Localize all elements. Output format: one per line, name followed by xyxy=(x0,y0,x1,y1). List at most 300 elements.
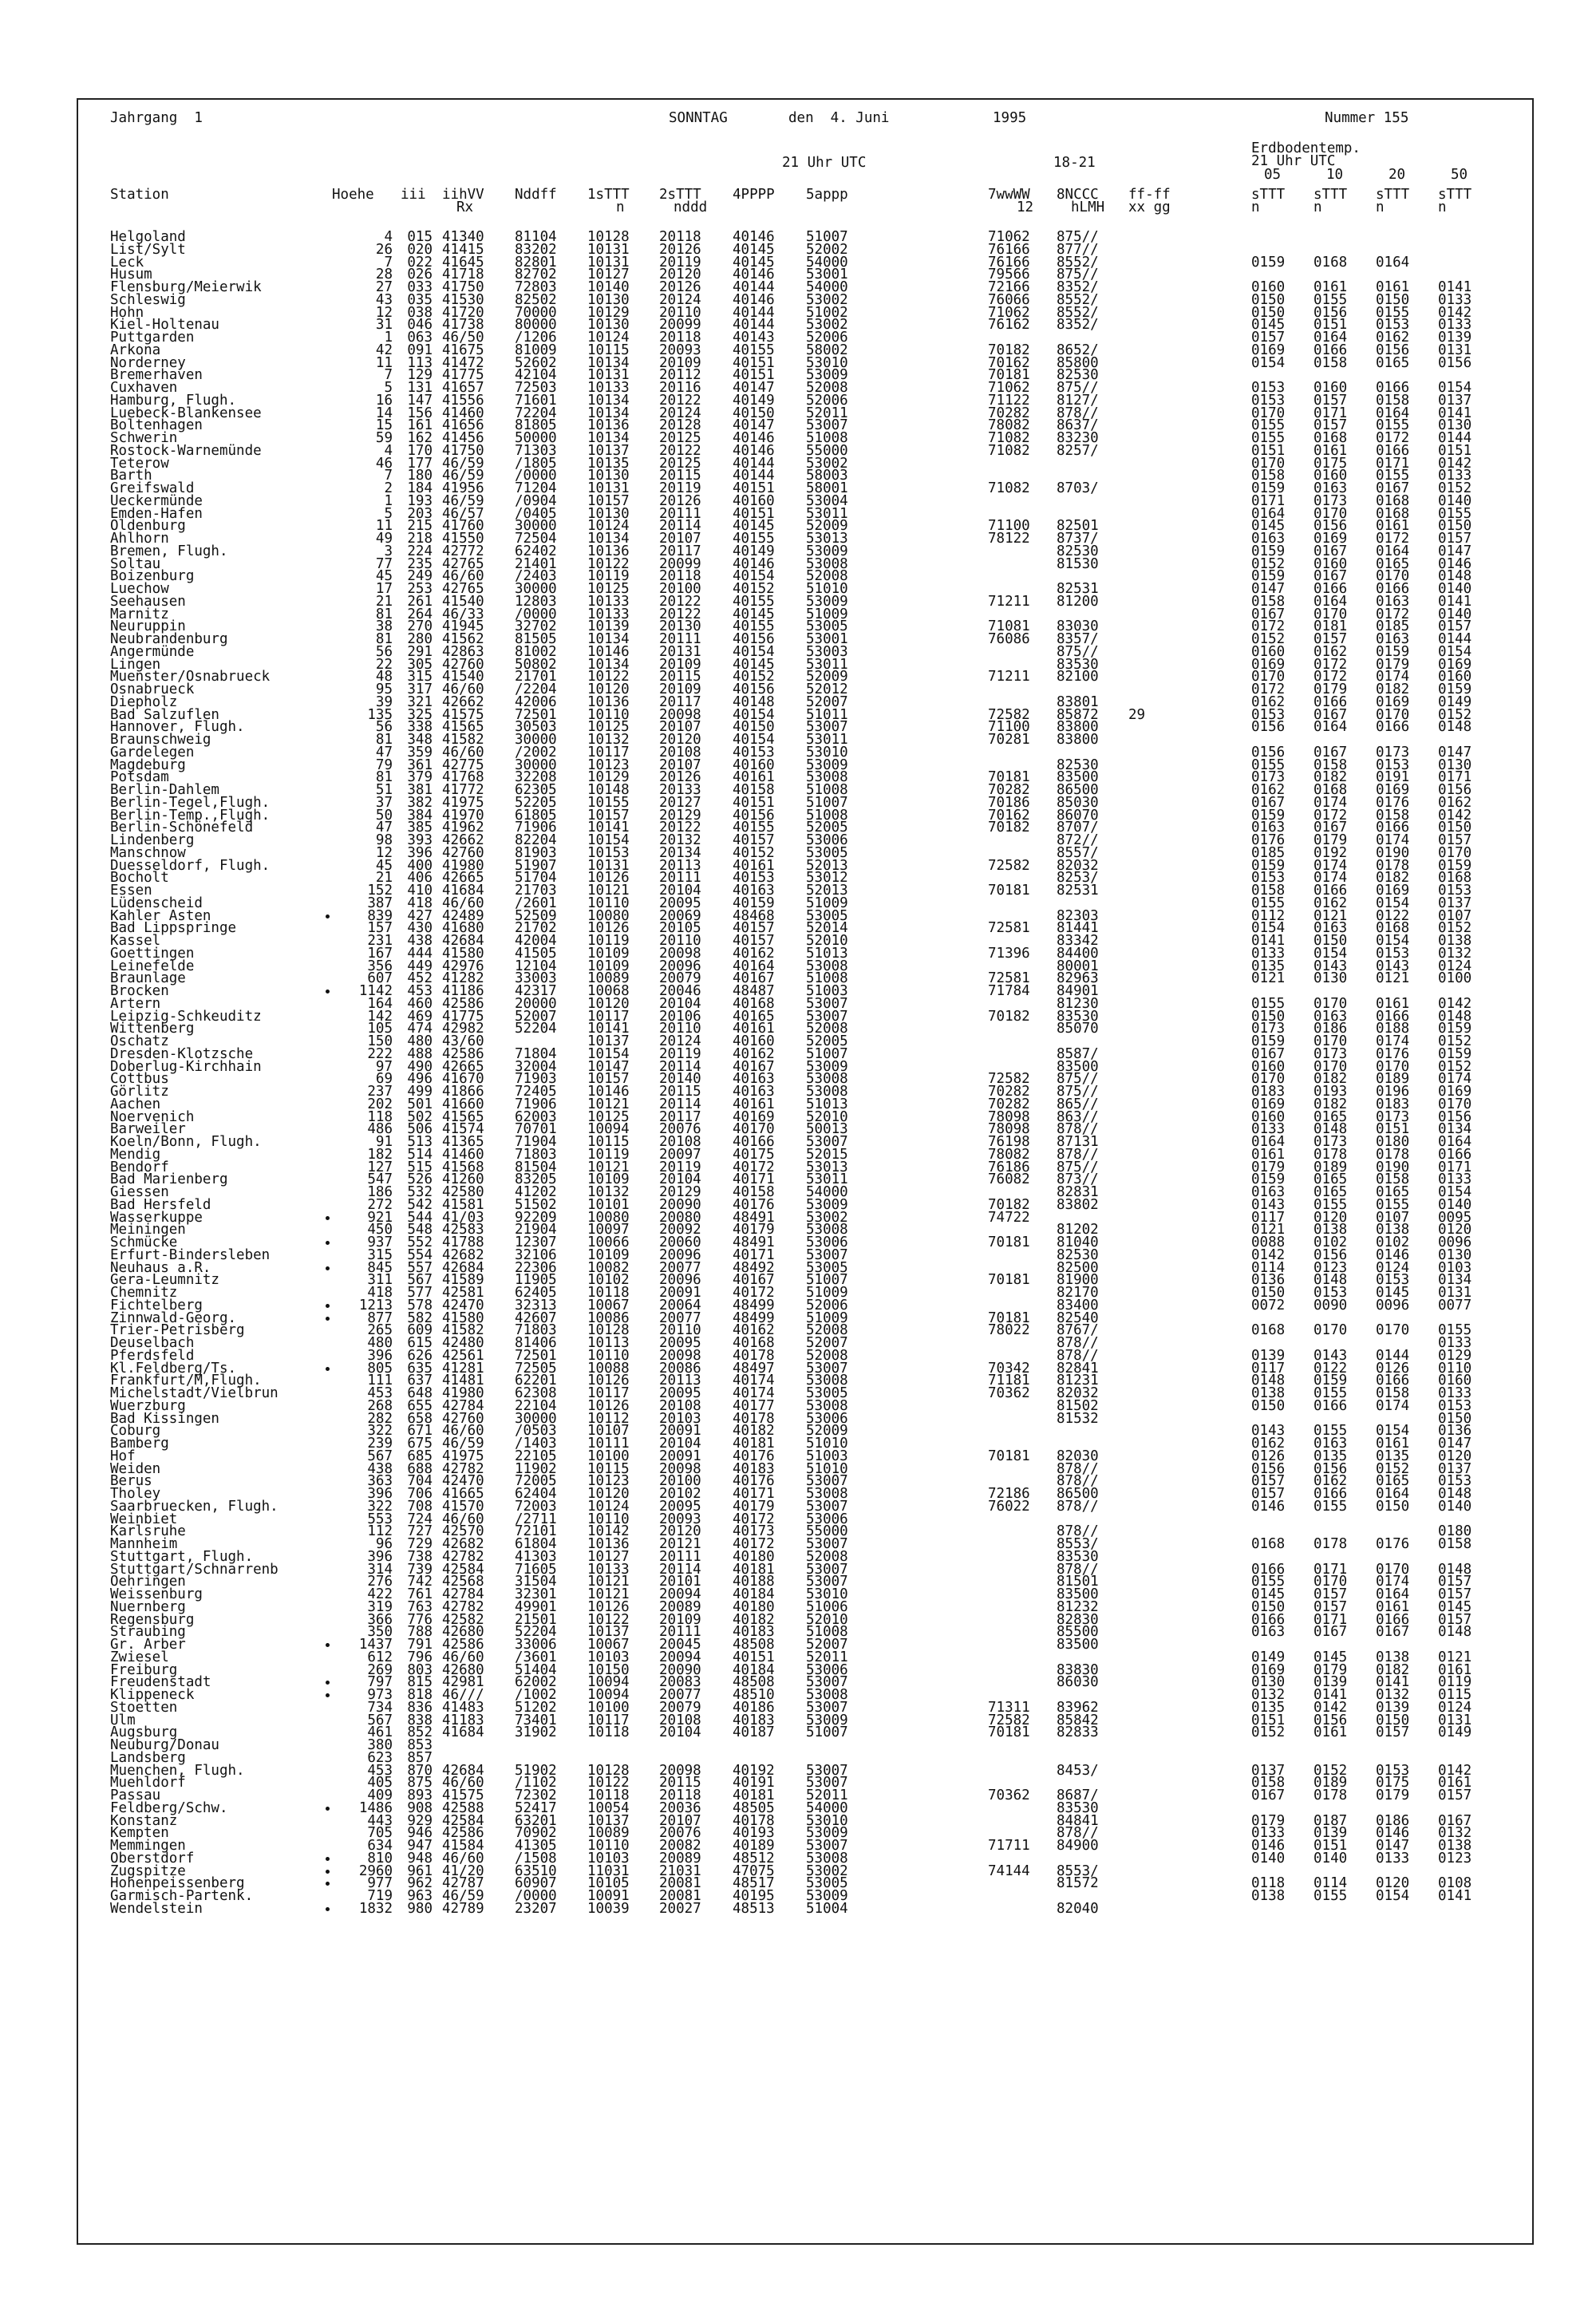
iihvv: 42662 xyxy=(442,693,484,710)
station-name: Deuselbach xyxy=(110,1335,195,1351)
nccc: 8552/ xyxy=(1057,304,1099,321)
pppp: 40167 xyxy=(733,1058,775,1075)
soil-05: 0166 xyxy=(1251,1611,1286,1628)
soil-20: 0169 xyxy=(1376,883,1410,899)
pppp: 40149 xyxy=(733,392,775,409)
soil-10: 0182 xyxy=(1314,1096,1348,1112)
soil-10: 0175 xyxy=(1314,455,1348,472)
nddff: /0000 xyxy=(515,1888,557,1904)
soil-50: 0144 xyxy=(1438,430,1472,446)
nccc: 82032 xyxy=(1057,1385,1099,1401)
soil-20: 0150 xyxy=(1376,1498,1410,1515)
mountain-station-marker xyxy=(326,1693,330,1697)
nccc: 85070 xyxy=(1057,1021,1099,1037)
soil-05: 0158 xyxy=(1251,593,1286,610)
wwww: 78022 xyxy=(988,1322,1030,1339)
station-name: Barweiler xyxy=(110,1121,186,1138)
iihvv: 42775 xyxy=(442,756,484,773)
hoehe: 97 xyxy=(375,1058,393,1075)
nccc: 83530 xyxy=(1057,1008,1099,1025)
soil-50: 0138 xyxy=(1438,933,1472,949)
soil-50: 0133 xyxy=(1438,1385,1472,1401)
iii: 567 xyxy=(407,1272,433,1289)
soil-05: 0155 xyxy=(1251,995,1286,1012)
hoehe: 237 xyxy=(367,1084,393,1100)
sttt2: 20120 xyxy=(659,732,701,748)
nddff: 32301 xyxy=(515,1586,557,1602)
sttt2: 20090 xyxy=(659,1196,701,1213)
iihvv: 41775 xyxy=(442,1008,484,1025)
iihvv: 42568 xyxy=(442,1574,484,1590)
soil-50: 0159 xyxy=(1438,1021,1472,1037)
nccc: 863// xyxy=(1057,1108,1099,1125)
appp: 53008 xyxy=(806,769,848,786)
pppp: 40162 xyxy=(733,1045,775,1062)
pppp: 40172 xyxy=(733,1536,775,1552)
sttt1: 10112 xyxy=(587,1410,630,1427)
nccc: 81572 xyxy=(1057,1875,1099,1892)
station-name: Wuerzburg xyxy=(110,1397,186,1414)
soil-20: 0141 xyxy=(1376,1674,1410,1691)
pppp: 40144 xyxy=(733,279,775,295)
sttt1: 10139 xyxy=(587,618,630,635)
soil-10: 0164 xyxy=(1314,719,1348,736)
appp: 51010 xyxy=(806,581,848,597)
pppp: 40168 xyxy=(733,1335,775,1351)
soil-50: 0149 xyxy=(1438,1724,1472,1741)
nccc: 875// xyxy=(1057,1084,1099,1100)
sttt2: 20111 xyxy=(659,1548,701,1565)
hoehe: 150 xyxy=(367,1033,393,1049)
sttt2: 20079 xyxy=(659,1699,701,1716)
iihvv: 41962 xyxy=(442,820,484,836)
pppp: 48491 xyxy=(733,1209,775,1226)
soil-50: 0133 xyxy=(1438,291,1472,308)
iii: 215 xyxy=(407,518,433,535)
soil-50: 0133 xyxy=(1438,317,1472,334)
iii: 513 xyxy=(407,1134,433,1150)
soil-10: 0166 xyxy=(1314,342,1348,358)
iihvv: 41365 xyxy=(442,1134,484,1150)
nddff: 30503 xyxy=(515,719,557,736)
pppp: 40151 xyxy=(733,794,775,811)
station-name: Bad Kissingen xyxy=(110,1410,219,1427)
hoehe: 7 xyxy=(384,367,393,384)
appp: 52008 xyxy=(806,1347,848,1364)
sttt2: 20098 xyxy=(659,1460,701,1477)
iihvv: 41582 xyxy=(442,1322,484,1339)
appp: 55000 xyxy=(806,442,848,459)
wwww: 70281 xyxy=(988,732,1030,748)
sttt2: 20083 xyxy=(659,1674,701,1691)
sttt1: 10155 xyxy=(587,794,630,811)
nddff: 51907 xyxy=(515,857,557,874)
hoehe: 356 xyxy=(367,958,393,974)
iihvv: 41772 xyxy=(442,782,484,798)
iihvv: 41718 xyxy=(442,267,484,283)
wwww: 70362 xyxy=(988,1385,1030,1401)
iihvv: 41589 xyxy=(442,1272,484,1289)
pppp: 40155 xyxy=(733,342,775,358)
soil-05: 0162 xyxy=(1251,693,1286,710)
soil-20: 0188 xyxy=(1376,1021,1410,1037)
soil-50: 0142 xyxy=(1438,455,1472,472)
soil-50: 0156 xyxy=(1438,1108,1472,1125)
pppp: 40151 xyxy=(733,505,775,522)
nccc: 83962 xyxy=(1057,1699,1099,1716)
hoehe: 567 xyxy=(367,1712,393,1728)
soil-10: 0172 xyxy=(1314,669,1348,685)
sttt1: 10140 xyxy=(587,279,630,295)
hoehe: 396 xyxy=(367,1347,393,1364)
hoehe: 14 xyxy=(375,405,393,421)
appp: 53006 xyxy=(806,1661,848,1678)
iihvv: 46/59 xyxy=(442,1888,484,1904)
col-header: 5appp xyxy=(806,187,848,203)
appp: 53007 xyxy=(806,1674,848,1691)
station-name: Lüdenscheid xyxy=(110,895,203,911)
nddff: 41505 xyxy=(515,945,557,962)
sttt1: 10146 xyxy=(587,643,630,660)
station-name: Tholey xyxy=(110,1486,161,1502)
sttt2: 20133 xyxy=(659,782,701,798)
nccc: 875// xyxy=(1057,1159,1099,1175)
soil-10: 0138 xyxy=(1314,1222,1348,1238)
appp: 53007 xyxy=(806,417,848,434)
nddff: 72003 xyxy=(515,1498,557,1515)
sttt2: 20077 xyxy=(659,1687,701,1703)
hoehe: 157 xyxy=(367,920,393,937)
appp: 53002 xyxy=(806,291,848,308)
iihvv: 41282 xyxy=(442,970,484,987)
sttt1: 10131 xyxy=(587,367,630,384)
hoehe: 272 xyxy=(367,1196,393,1213)
station-name: Cuxhaven xyxy=(110,380,178,396)
station-name: Oldenburg xyxy=(110,518,186,535)
iii: 552 xyxy=(407,1234,433,1250)
soil-20: 0183 xyxy=(1376,1096,1410,1112)
depth-20: 20 xyxy=(1389,167,1406,183)
wwww: 70162 xyxy=(988,354,1030,371)
hoehe: 734 xyxy=(367,1699,393,1716)
wwww: 71100 xyxy=(988,719,1030,736)
appp: 53007 xyxy=(806,1008,848,1025)
nccc: 87131 xyxy=(1057,1134,1099,1150)
sttt2: 20089 xyxy=(659,1850,701,1866)
sttt1: 10067 xyxy=(587,1637,630,1653)
iihvv: 46/59 xyxy=(442,492,484,509)
soil-20: 0179 xyxy=(1376,656,1410,673)
hoehe: 973 xyxy=(367,1687,393,1703)
sttt1: 10094 xyxy=(587,1121,630,1138)
sttt2: 20122 xyxy=(659,593,701,610)
nddff: 61804 xyxy=(515,1536,557,1552)
soil-20: 0151 xyxy=(1376,1121,1410,1138)
soil-05: 0146 xyxy=(1251,1498,1286,1515)
pppp: 40154 xyxy=(733,706,775,723)
nccc: 8127/ xyxy=(1057,392,1099,409)
soil-50: 0169 xyxy=(1438,656,1472,673)
iii: 022 xyxy=(407,254,433,271)
hoehe: 276 xyxy=(367,1574,393,1590)
sttt2: 20111 xyxy=(659,631,701,647)
sttt1: 10136 xyxy=(587,417,630,434)
sttt1: 10122 xyxy=(587,555,630,572)
wwww: 76166 xyxy=(988,241,1030,258)
soil-50: 0157 xyxy=(1438,531,1472,547)
nddff: 21701 xyxy=(515,669,557,685)
station-name: Bad Marienberg xyxy=(110,1171,228,1188)
soil-05: 0159 xyxy=(1251,480,1286,496)
soil-50: 0142 xyxy=(1438,304,1472,321)
soil-50: 0132 xyxy=(1438,945,1472,962)
iihvv: 42581 xyxy=(442,1285,484,1301)
hoehe: 1832 xyxy=(358,1900,393,1917)
station-name: Boltenhagen xyxy=(110,417,203,434)
iii: 480 xyxy=(407,1033,433,1049)
sttt2: 20118 xyxy=(659,1787,701,1803)
nddff: /0904 xyxy=(515,492,557,509)
appp: 58001 xyxy=(806,480,848,496)
soil-20: 0132 xyxy=(1376,1687,1410,1703)
nddff: 42607 xyxy=(515,1309,557,1326)
iii: 203 xyxy=(407,505,433,522)
nddff: 20000 xyxy=(515,995,557,1012)
station-name: Görlitz xyxy=(110,1084,169,1100)
soil-20: 0155 xyxy=(1376,417,1410,434)
wwww: 70181 xyxy=(988,1448,1030,1464)
station-name: Freiburg xyxy=(110,1661,178,1678)
soil-10: 0165 xyxy=(1314,1171,1348,1188)
soil-50: 0153 xyxy=(1438,1473,1472,1490)
soil-10: 0179 xyxy=(1314,832,1348,848)
pppp: 40184 xyxy=(733,1661,775,1678)
hoehe: 42 xyxy=(375,342,393,358)
iihvv: 41684 xyxy=(442,1724,484,1741)
nddff: 72101 xyxy=(515,1523,557,1540)
nddff: 81009 xyxy=(515,342,557,358)
nccc: 8767/ xyxy=(1057,1322,1099,1339)
pppp: 40145 xyxy=(733,518,775,535)
col-header: Nddff xyxy=(515,187,557,203)
pppp: 40146 xyxy=(733,291,775,308)
soil-05: 0149 xyxy=(1251,1649,1286,1665)
wwww: 70182 xyxy=(988,1008,1030,1025)
soil-10: 0161 xyxy=(1314,442,1348,459)
soil-05: 0152 xyxy=(1251,631,1286,647)
nddff: /2002 xyxy=(515,744,557,760)
nddff: 71204 xyxy=(515,480,557,496)
iii: 577 xyxy=(407,1285,433,1301)
wwww: 70181 xyxy=(988,883,1030,899)
iii: 548 xyxy=(407,1222,433,1238)
hoehe: 59 xyxy=(375,430,393,446)
nccc: 8257/ xyxy=(1057,442,1099,459)
iii: 761 xyxy=(407,1586,433,1602)
hoehe: 69 xyxy=(375,1071,393,1088)
station-name: Stoetten xyxy=(110,1699,178,1716)
appp: 51008 xyxy=(806,430,848,446)
sttt2: 20117 xyxy=(659,1108,701,1125)
appp: 53011 xyxy=(806,732,848,748)
soil-20: 0166 xyxy=(1376,820,1410,836)
iihvv: 41956 xyxy=(442,480,484,496)
soil-20: 0107 xyxy=(1376,1209,1410,1226)
sttt1: 10122 xyxy=(587,669,630,685)
appp: 52008 xyxy=(806,1021,848,1037)
sttt1: 10126 xyxy=(587,1598,630,1615)
nccc: 8587/ xyxy=(1057,1045,1099,1062)
pppp: 40178 xyxy=(733,1812,775,1829)
nccc: 81502 xyxy=(1057,1397,1099,1414)
hoehe: 315 xyxy=(367,1246,393,1263)
station-name: Feldberg/Schw. xyxy=(110,1799,228,1816)
soil-20: 0164 xyxy=(1376,543,1410,559)
soil-50: 0148 xyxy=(1438,719,1472,736)
iihvv: 41562 xyxy=(442,631,484,647)
soil-10: 0192 xyxy=(1314,844,1348,861)
soil-50: 0156 xyxy=(1438,354,1472,371)
iii: 063 xyxy=(407,330,433,346)
iihvv: 42588 xyxy=(442,1799,484,1816)
nccc: 82841 xyxy=(1057,1360,1099,1377)
nddff: 72504 xyxy=(515,531,557,547)
nddff: 81104 xyxy=(515,229,557,245)
soil-05: 0126 xyxy=(1251,1448,1286,1464)
sttt2: 20115 xyxy=(659,1084,701,1100)
sttt2: 20098 xyxy=(659,1347,701,1364)
appp: 52009 xyxy=(806,669,848,685)
soil-20: 0144 xyxy=(1376,1347,1410,1364)
station-name: Aachen xyxy=(110,1096,161,1112)
iihvv: 41260 xyxy=(442,1171,484,1188)
sttt2: 20099 xyxy=(659,317,701,334)
nccc: 8552/ xyxy=(1057,291,1099,308)
soil-05: 0150 xyxy=(1251,1397,1286,1414)
pppp: 40151 xyxy=(733,480,775,496)
wwww: 78098 xyxy=(988,1121,1030,1138)
wwww: 71784 xyxy=(988,983,1030,999)
sttt1: 10118 xyxy=(587,1724,630,1741)
iii: 400 xyxy=(407,857,433,874)
appp: 52014 xyxy=(806,920,848,937)
nddff: 81505 xyxy=(515,631,557,647)
soil-05: 0166 xyxy=(1251,1561,1286,1578)
nccc: 878// xyxy=(1057,1523,1099,1540)
nddff: 71903 xyxy=(515,1071,557,1088)
pppp: 40181 xyxy=(733,1787,775,1803)
sttt2: 20076 xyxy=(659,1121,701,1138)
wwww: 71211 xyxy=(988,669,1030,685)
nddff: 51902 xyxy=(515,1762,557,1779)
soil-10: 0122 xyxy=(1314,1360,1348,1377)
iii: 170 xyxy=(407,442,433,459)
nccc: 82100 xyxy=(1057,669,1099,685)
hoehe: 547 xyxy=(367,1171,393,1188)
appp: 53009 xyxy=(806,1825,848,1842)
col-header: xx gg xyxy=(1128,199,1171,215)
soil-50: 0150 xyxy=(1438,820,1472,836)
pppp: 40187 xyxy=(733,1724,775,1741)
soil-05: 0151 xyxy=(1251,1712,1286,1728)
station-name: Osnabrueck xyxy=(110,681,195,697)
iihvv: 41684 xyxy=(442,883,484,899)
soil-10: 0114 xyxy=(1314,1875,1348,1892)
hoehe: 269 xyxy=(367,1661,393,1678)
ffff: 29 xyxy=(1128,706,1146,723)
hoehe: 43 xyxy=(375,291,393,308)
nddff: 31902 xyxy=(515,1724,557,1741)
iihvv: 46/59 xyxy=(442,468,484,484)
sttt1: 10134 xyxy=(587,405,630,421)
nddff: 70902 xyxy=(515,1825,557,1842)
sttt2: 20129 xyxy=(659,1184,701,1200)
nccc: 84901 xyxy=(1057,983,1099,999)
soil-20: 0166 xyxy=(1376,719,1410,736)
station-name: Artern xyxy=(110,995,161,1012)
iihvv: 41945 xyxy=(442,618,484,635)
iii: 452 xyxy=(407,970,433,987)
pppp: 40152 xyxy=(733,844,775,861)
pppp: 40154 xyxy=(733,643,775,660)
nddff: 30000 xyxy=(515,518,557,535)
nccc: 875// xyxy=(1057,380,1099,396)
soil-20: 0175 xyxy=(1376,1775,1410,1791)
iii: 532 xyxy=(407,1184,433,1200)
soil-05: 0138 xyxy=(1251,1385,1286,1401)
appp: 53012 xyxy=(806,870,848,887)
sttt2: 20109 xyxy=(659,681,701,697)
nccc: 875// xyxy=(1057,267,1099,283)
soil-05: 0153 xyxy=(1251,380,1286,396)
soil-50: 0147 xyxy=(1438,744,1472,760)
station-name: Rostock-Warnemünde xyxy=(110,442,262,459)
soil-50: 0148 xyxy=(1438,1486,1472,1502)
soil-20: 0185 xyxy=(1376,618,1410,635)
appp: 51006 xyxy=(806,1598,848,1615)
soil-05: 0152 xyxy=(1251,555,1286,572)
soil-50: 0153 xyxy=(1438,883,1472,899)
soil-50: 0119 xyxy=(1438,1674,1472,1691)
appp: 53003 xyxy=(806,643,848,660)
hoehe: 2960 xyxy=(358,1863,393,1879)
soil-20: 0153 xyxy=(1376,756,1410,773)
nddff: 42317 xyxy=(515,983,557,999)
pppp: 40158 xyxy=(733,782,775,798)
pppp: 40195 xyxy=(733,1888,775,1904)
sttt2: 20081 xyxy=(659,1888,701,1904)
soil-20: 0166 xyxy=(1376,1008,1410,1025)
appp: 52007 xyxy=(806,1637,848,1653)
pppp: 40147 xyxy=(733,417,775,434)
pppp: 48517 xyxy=(733,1875,775,1892)
pppp: 40171 xyxy=(733,1171,775,1188)
col-header: 8NCCC xyxy=(1057,187,1099,203)
nddff: 12803 xyxy=(515,593,557,610)
iii: 776 xyxy=(407,1611,433,1628)
sttt2: 20116 xyxy=(659,380,701,396)
soil-50: 0157 xyxy=(1438,1787,1472,1803)
sttt1: 10131 xyxy=(587,857,630,874)
station-name: Luebeck-Blankensee xyxy=(110,405,262,421)
soil-20: 0155 xyxy=(1376,1196,1410,1213)
appp: 51009 xyxy=(806,1285,848,1301)
pppp: 40183 xyxy=(733,1624,775,1641)
pppp: 40157 xyxy=(733,832,775,848)
hoehe: 314 xyxy=(367,1561,393,1578)
soil-20: 0161 xyxy=(1376,1598,1410,1615)
mountain-station-marker xyxy=(326,1241,330,1245)
